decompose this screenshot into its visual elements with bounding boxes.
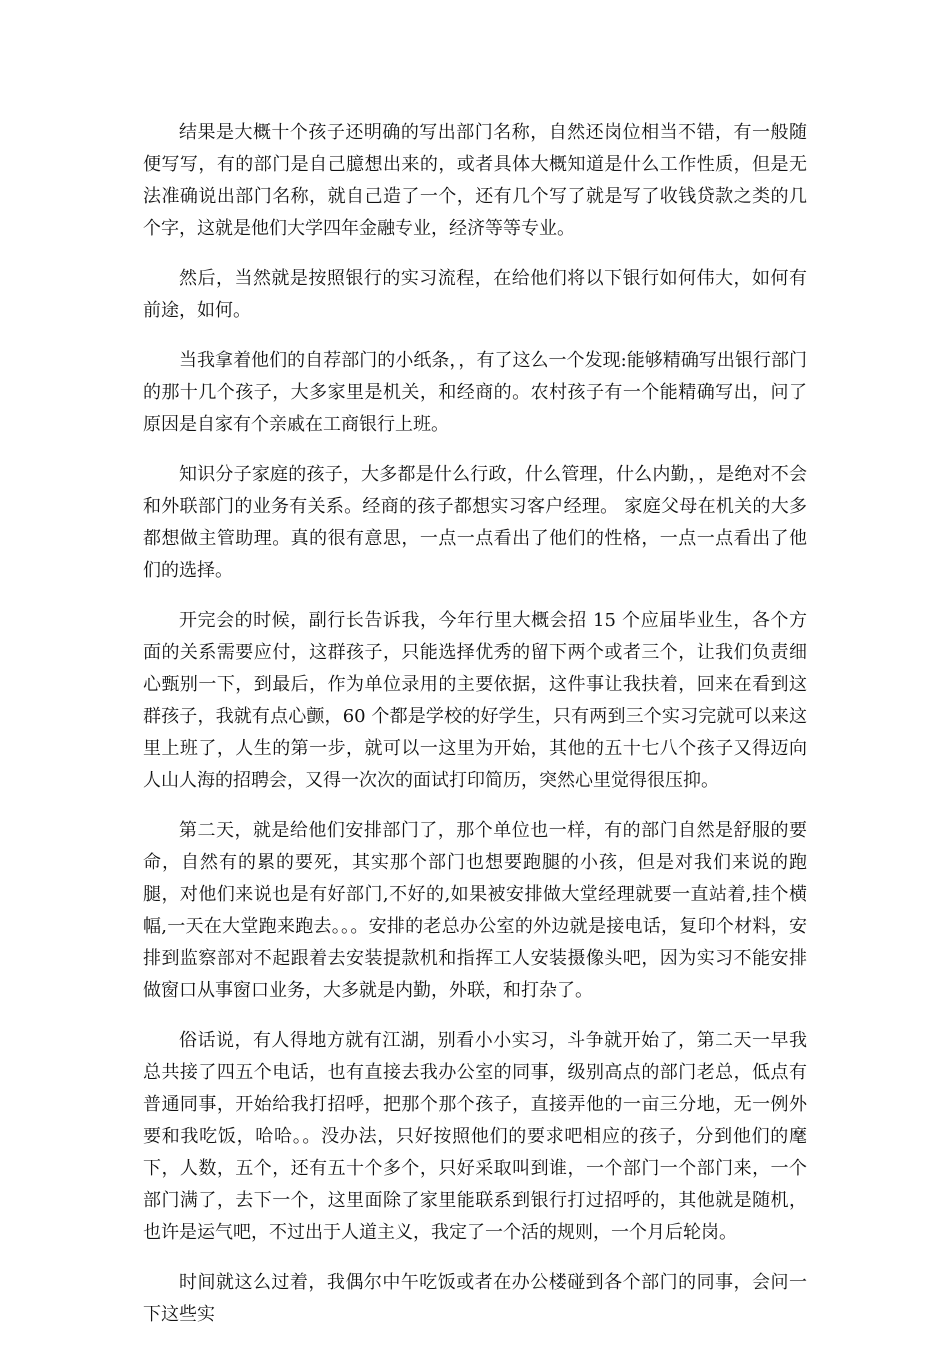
paragraph: 开完会的时候，副行长告诉我，今年行里大概会招 15 个应届毕业生，各个方面的关系需要应付，这群孩子，只能选择优秀的留下两个或者三个，让我们负责细心甄别一下，到最后，作为单位录用的主要依据，这件事让我扶着，回来在看到这群孩子，我就有点心颤，60 个都是学校的好学生，只有两到三个实习完就可以来这里上班了，人生的第一步，就可以一这里为开始，其他的五十七八个孩子又得迈向人山人海的招聘会，又得一次次的面试打印简历，突然心里觉得很压抑。	[143, 610, 807, 791]
paragraph: 俗话说，有人得地方就有江湖，别看小小实习，斗争就开始了，第二天一早我总共接了四五个电话，也有直接去我办公室的同事，级别高点的部门老总，低点有普通同事，开始给我打招呼，把那个那个孩子，直接弄他的一亩三分地，无一例外要和我吃饭，哈哈。。没办法，只好按照他们的要求吧相应的孩子，分到他们的麾下，人数，五个，还有五十个多个，只好采取叫到谁，一个部门一个部门来，一个部门满了，去下一个，这里面除了家里能联系到银行打过招呼的，其他就是随机，也许是运气吧，不过出于人道主义，我定了一个活的规则，一个月后轮岗。	[143, 1030, 807, 1243]
document-body	[143, 117, 807, 1349]
paragraph: 知识分子家庭的孩子，大多都是什么行政，什么管理，什么内勤，，是绝对不会和外联部门的业务有关系。经商的孩子都想实习客户经理。 家庭父母在机关的大多都想做主管助理。真的很有意思，一点一点看出了他们的性格，一点一点看出了他们的选择。	[143, 464, 807, 581]
paragraph: 第二天，就是给他们安排部门了，那个单位也一样，有的部门自然是舒服的要命，自然有的累的要死，其实那个部门也想要跑腿的小孩，但是对我们来说的跑腿，对他们来说也是有好部门,不好的,如果被安排做大堂经理就要一直站着,挂个横幅,一天在大堂跑来跑去。。。安排的老总办公室的外边就是接电话，复印个材料，安排到监察部对不起跟着去安装提款机和指挥工人安装摄像头吧，因为实习不能安排做窗口从事窗口业务，大多就是内勤，外联，和打杂了。	[143, 820, 807, 1001]
paragraph: 结果是大概十个孩子还明确的写出部门名称，自然还岗位相当不错，有一般随便写写，有的部门是自己臆想出来的，或者具体大概知道是什么工作性质，但是无法准确说出部门名称，就自己造了一个，还有几个写了就是写了收钱贷款之类的几个字，这就是他们大学四年金融专业，经济等等专业。	[143, 122, 807, 239]
paragraph: 然后，当然就是按照银行的实习流程，在给他们将以下银行如何伟大，如何有前途，如何。	[143, 268, 807, 321]
paragraph: 当我拿着他们的自荐部门的小纸条，，有了这么一个发现:能够精确写出银行部门的那十几个孩子，大多家里是机关，和经商的。农村孩子有一个能精确写出，问了原因是自家有个亲戚在工商银行上班。	[143, 350, 807, 435]
paragraph: 时间就这么过着，我偶尔中午吃饭或者在办公楼碰到各个部门的同事，会问一下这些实	[143, 1272, 807, 1325]
